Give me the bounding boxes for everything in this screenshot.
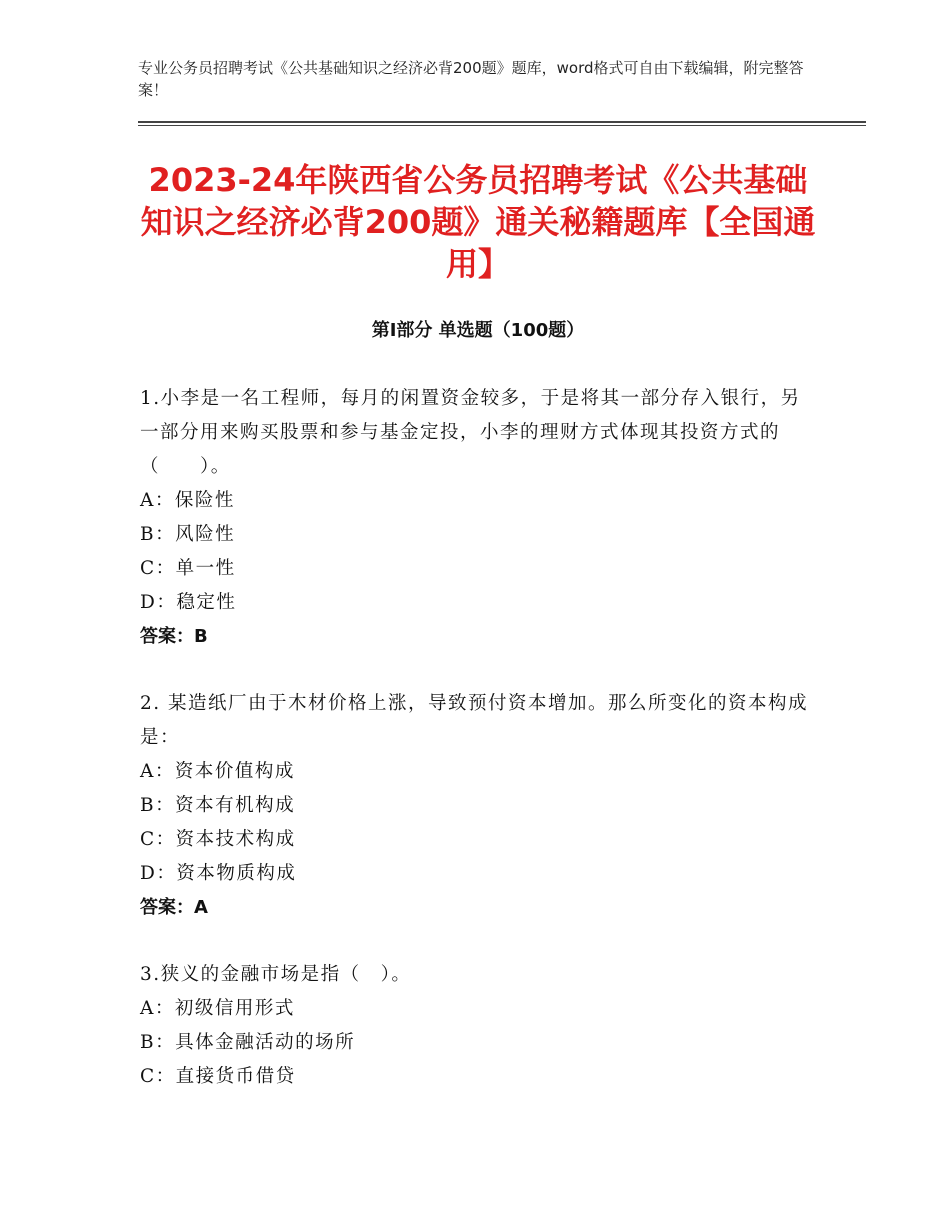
document-title: 2023-24年陕西省公务员招聘考试《公共基础知识之经济必背200题》通关秘籍题库【全国通用】: [140, 161, 816, 283]
option-c: C：单一性: [140, 558, 236, 579]
option-c: C：直接货币借贷: [140, 1066, 296, 1087]
question-2: [140, 687, 815, 925]
header-rule-thick: [138, 121, 866, 123]
header-note: 专业公务员招聘考试《公共基础知识之经济必背200题》题库，word格式可自由下载编辑，附完整答案！: [138, 59, 804, 99]
question-stem: 3.狭义的金融市场是指（ ）。: [140, 964, 412, 985]
option-d: D：稳定性: [140, 592, 237, 613]
section-title: 第Ⅰ部分 单选题（100题）: [371, 320, 585, 341]
header-rule-thin: [138, 125, 866, 126]
answer: 答案：B: [140, 626, 208, 647]
question-list: [140, 382, 815, 1127]
question-stem: 1.小李是一名工程师，每月的闲置资金较多，于是将其一部分存入银行，另一部分用来购买股票和参与基金定投，小李的理财方式体现其投资方式的（ ）。: [140, 388, 801, 477]
option-a: A：保险性: [140, 490, 235, 511]
option-a: A：资本价值构成: [140, 761, 295, 782]
question-3: [140, 958, 815, 1094]
option-b: B：具体金融活动的场所: [140, 1032, 356, 1053]
question-1: [140, 382, 815, 654]
option-a: A：初级信用形式: [140, 998, 295, 1019]
option-c: C：资本技术构成: [140, 829, 296, 850]
option-d: D：资本物质构成: [140, 863, 297, 884]
option-b: B：风险性: [140, 524, 236, 545]
question-stem: 2. 某造纸厂由于木材价格上涨，导致预付资本增加。那么所变化的资本构成是：: [140, 693, 809, 748]
option-b: B：资本有机构成: [140, 795, 296, 816]
answer: 答案：A: [140, 897, 208, 918]
